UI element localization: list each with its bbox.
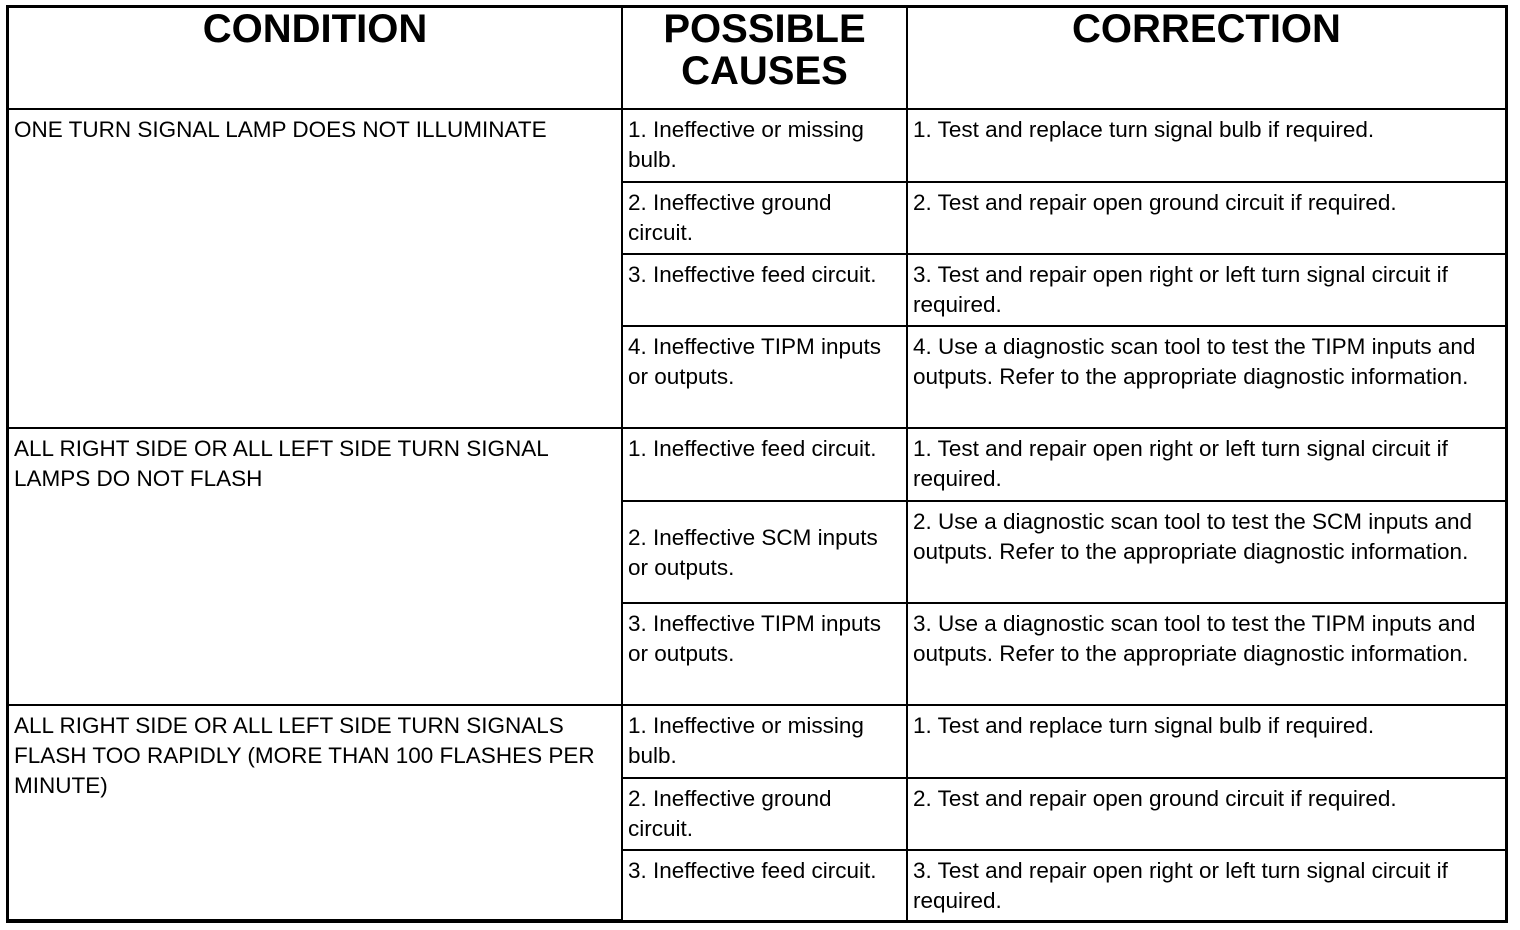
cause-cell: 2. Ineffective ground circuit.: [622, 778, 907, 850]
condition-cell: ONE TURN SIGNAL LAMP DOES NOT ILLUMINATE: [9, 109, 622, 428]
cause-cell: 2. Ineffective SCM inputs or outputs.: [622, 501, 907, 603]
header-correction: CORRECTION: [907, 8, 1505, 109]
diagnosis-table-frame: [6, 5, 1508, 923]
correction-cell: 1. Test and replace turn signal bulb if required.: [907, 705, 1505, 778]
header-row: [9, 8, 1505, 109]
cause-cell: 3. Ineffective TIPM inputs or outputs.: [622, 603, 907, 705]
correction-cell: 4. Use a diagnostic scan tool to test the TIPM inputs and outputs. Refer to the appropriate diagnostic information.: [907, 326, 1505, 428]
correction-cell: 1. Test and repair open right or left turn signal circuit if required.: [907, 428, 1505, 501]
correction-cell: 3. Use a diagnostic scan tool to test the TIPM inputs and outputs. Refer to the appropriate diagnostic information.: [907, 603, 1505, 705]
condition-cell: ALL RIGHT SIDE OR ALL LEFT SIDE TURN SIGNALS FLASH TOO RAPIDLY (MORE THAN 100 FLASHES PER MINUTE): [9, 705, 622, 920]
cause-cell: 1. Ineffective or missing bulb.: [622, 705, 907, 778]
table-row: [9, 428, 1505, 501]
correction-cell: 3. Test and repair open right or left turn signal circuit if required.: [907, 254, 1505, 326]
diagnosis-table: [9, 8, 1505, 921]
table-row: [9, 705, 1505, 778]
header-possible-causes: POSSIBLE CAUSES: [622, 8, 907, 109]
correction-cell: 1. Test and replace turn signal bulb if required.: [907, 109, 1505, 182]
cause-cell: 3. Ineffective feed circuit.: [622, 254, 907, 326]
correction-cell: 2. Test and repair open ground circuit if required.: [907, 182, 1505, 254]
condition-cell: ALL RIGHT SIDE OR ALL LEFT SIDE TURN SIGNAL LAMPS DO NOT FLASH: [9, 428, 622, 705]
cause-cell: 4. Ineffective TIPM inputs or outputs.: [622, 326, 907, 428]
correction-cell: 3. Test and repair open right or left turn signal circuit if required.: [907, 850, 1505, 920]
correction-cell: 2. Test and repair open ground circuit if required.: [907, 778, 1505, 850]
header-condition: CONDITION: [9, 8, 622, 109]
cause-cell: 2. Ineffective ground circuit.: [622, 182, 907, 254]
cause-cell: 1. Ineffective feed circuit.: [622, 428, 907, 501]
cause-cell: 3. Ineffective feed circuit.: [622, 850, 907, 920]
cause-cell: 1. Ineffective or missing bulb.: [622, 109, 907, 182]
table-row: [9, 109, 1505, 182]
correction-cell: 2. Use a diagnostic scan tool to test the SCM inputs and outputs. Refer to the appropriate diagnostic information.: [907, 501, 1505, 603]
